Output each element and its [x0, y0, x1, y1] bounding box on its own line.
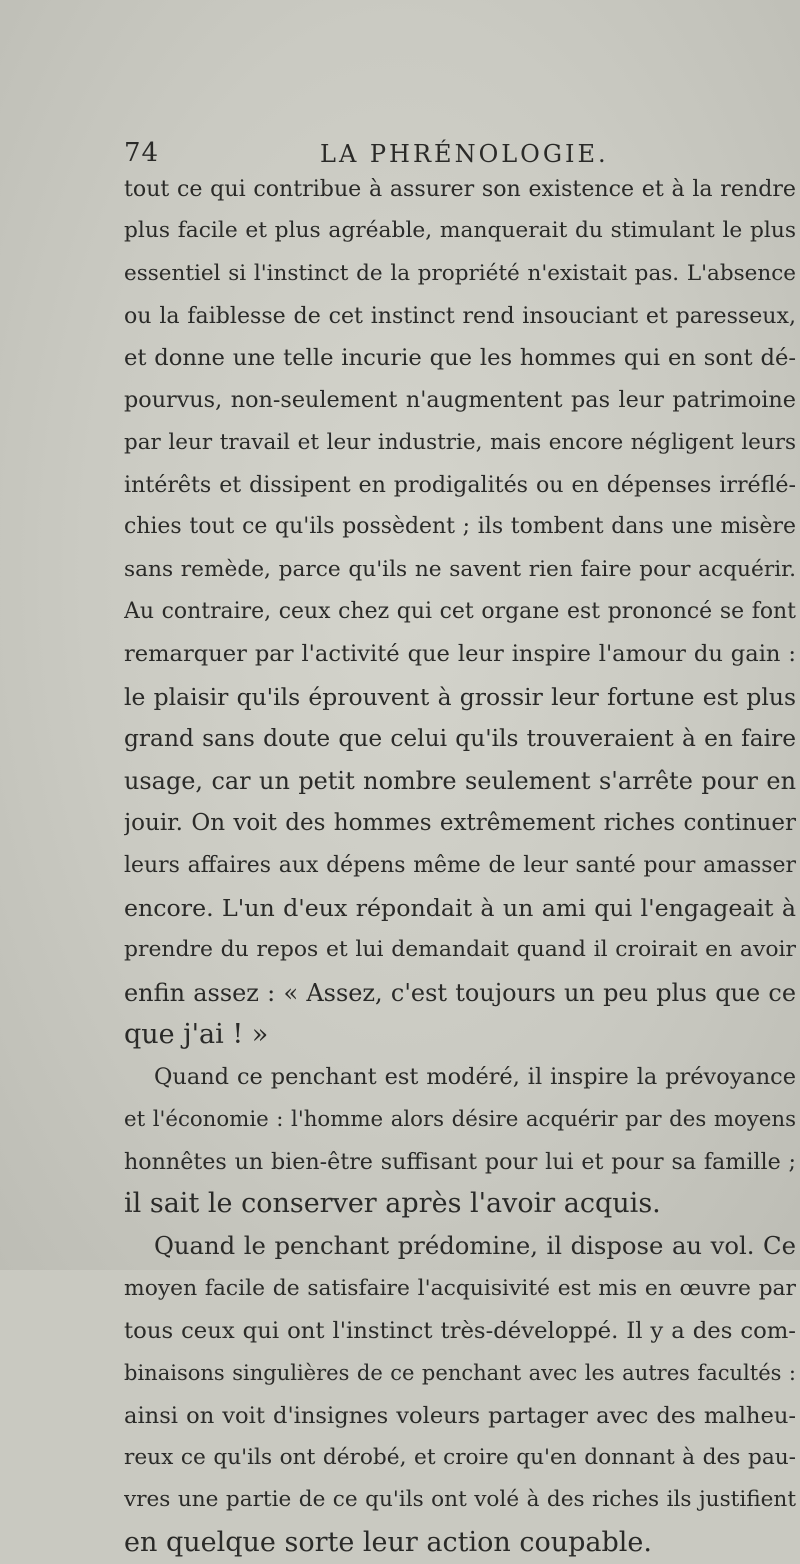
- body-text: [124, 168, 796, 1564]
- text-line: plus facile et plus agréable, manquerait du stimulant le plus: [124, 218, 796, 244]
- text-line: sans remède, parce qu'ils ne savent rien faire pour acquérir.: [124, 556, 796, 582]
- running-head: [0, 138, 800, 172]
- text-line: remarquer par l'activité que leur inspire l'amour du gain :: [124, 641, 796, 668]
- text-line: par leur travail et leur industrie, mais encore négligent leurs: [124, 429, 796, 455]
- text-line: pourvus, non-seulement n'augmentent pas leur patrimoine: [124, 387, 796, 414]
- text-line: tous ceux qui ont l'instinct très-développé. Il y a des com-: [124, 1318, 796, 1345]
- text-line: essentiel si l'instinct de la propriété n'existait pas. L'absence: [124, 260, 796, 286]
- text-line: moyen facile de satisfaire l'acquisivité est mis en œuvre par: [124, 1275, 796, 1301]
- text-line: que j'ai ! »: [124, 1018, 269, 1050]
- text-line: en quelque sorte leur action coupable.: [124, 1526, 652, 1558]
- text-line: ainsi on voit d'insignes voleurs partager avec des malheu-: [124, 1402, 796, 1429]
- text-line: et donne une telle incurie que les hommes qui en sont dé-: [124, 345, 796, 372]
- text-line: Quand le penchant prédomine, il dispose au vol. Ce: [154, 1231, 796, 1261]
- text-line: chies tout ce qu'ils possèdent ; ils tombent dans une misère: [124, 514, 796, 540]
- text-line: Quand ce penchant est modéré, il inspire la prévoyance: [154, 1064, 796, 1091]
- text-line: reux ce qu'ils ont dérobé, et croire qu'en donnant à des pau-: [124, 1444, 796, 1470]
- text-line: intérêts et dissipent en prodigalités ou en dépenses irréflé-: [124, 472, 796, 499]
- text-line: grand sans doute que celui qu'ils trouveraient à en faire: [124, 724, 796, 752]
- text-line: et l'économie : l'homme alors désire acquérir par des moyens: [124, 1106, 796, 1132]
- text-line: il sait le conserver après l'avoir acquis.: [124, 1188, 661, 1220]
- text-line: usage, car un petit nombre seulement s'arrête pour en: [124, 767, 796, 796]
- text-line: prendre du repos et lui demandait quand il croirait en avoir: [124, 937, 796, 963]
- text-line: vres une partie de ce qu'ils ont volé à des riches ils justifient: [124, 1487, 796, 1513]
- text-line: enfin assez : « Assez, c'est toujours un peu plus que ce: [124, 978, 796, 1007]
- text-line: tout ce qui contribue à assurer son existence et à la rendre: [124, 176, 796, 202]
- text-line: leurs affaires aux dépens même de leur santé pour amasser: [124, 852, 796, 878]
- text-line: binaisons singulières de ce penchant avec les autres facultés :: [124, 1360, 796, 1386]
- text-line: encore. L'un d'eux répondait à un ami qui l'engageait à: [124, 894, 796, 923]
- running-title: LA PHRÉNOLOGIE.: [320, 140, 609, 168]
- text-line: jouir. On voit des hommes extrêmement riches continuer: [124, 810, 796, 837]
- page-number: 74: [124, 138, 160, 168]
- text-line: ou la faiblesse de cet instinct rend insouciant et paresseux,: [124, 302, 796, 329]
- text-line: honnêtes un bien-être suffisant pour lui et pour sa famille ;: [124, 1148, 796, 1175]
- text-line: Au contraire, ceux chez qui cet organe est prononcé se font: [124, 598, 796, 624]
- text-line: le plaisir qu'ils éprouvent à grossir leur fortune est plus: [124, 682, 796, 711]
